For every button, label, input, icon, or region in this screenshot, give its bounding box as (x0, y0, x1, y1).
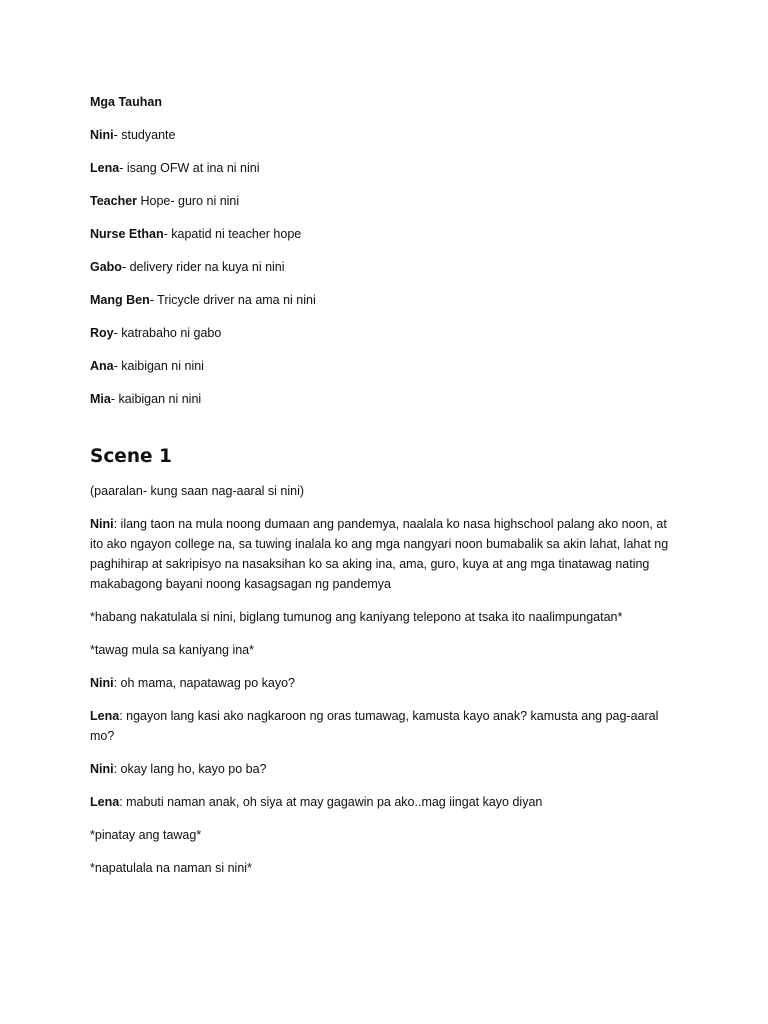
dialogue-line (90, 706, 680, 746)
character-desc: - isang OFW at ina ni nini (119, 161, 260, 175)
dialogue-line (90, 673, 680, 693)
dialogue-text: : ngayon lang kasi ako nagkaroon ng oras tumawag, kamusta kayo anak? kamusta ang pag-aaral mo? (90, 709, 659, 743)
character-desc: - studyante (113, 128, 176, 142)
character-desc: - kaibigan ni nini (110, 392, 202, 406)
character-name: Mang Ben (90, 293, 150, 307)
dialogue-text: *tawag mula sa kaniyang ina* (90, 643, 254, 657)
speaker-name: Lena (90, 795, 120, 809)
speaker-name: Nini (90, 676, 114, 690)
character-name: Lena (90, 161, 120, 175)
character-desc: Hope- guro ni nini (137, 194, 240, 208)
character-entry (90, 323, 680, 343)
characters-heading: Mga Tauhan (90, 95, 162, 109)
speaker-name: Lena (90, 709, 120, 723)
dialogue-text: : mabuti naman anak, oh siya at may gagawin pa ako..mag iingat kayo diyan (119, 795, 543, 809)
character-entry (90, 158, 680, 178)
stage-direction (90, 640, 680, 660)
dialogue-line (90, 759, 680, 779)
dialogue-text: : okay lang ho, kayo po ba? (113, 762, 267, 776)
stage-direction (90, 858, 680, 878)
scene-title: Scene 1 (90, 446, 172, 467)
document-page (90, 92, 680, 891)
character-entry (90, 389, 680, 409)
character-name: Ana (90, 359, 114, 373)
dialogue-text: *pinatay ang tawag* (90, 828, 202, 842)
character-name: Roy (90, 326, 114, 340)
character-entry (90, 356, 680, 376)
character-name: Mia (90, 392, 111, 406)
dialogue-line (90, 514, 680, 594)
speaker-name: Nini (90, 517, 114, 531)
character-desc: - katrabaho ni gabo (113, 326, 222, 340)
character-entry (90, 224, 680, 244)
character-name: Gabo (90, 260, 122, 274)
character-desc: - delivery rider na kuya ni nini (121, 260, 285, 274)
character-entry (90, 257, 680, 277)
dialogue-text: : ilang taon na mula noong dumaan ang pandemya, naalala ko nasa highschool palang ako noon, at ito ako ngayon college na, sa tuwing inalala ko ang mga nangyari noon bumabalik sa akin lahat, lahat ng paghihirap at sakripisyo na nasaksihan ko sa aking ina, ama, guro, kuya at ang mga tinatawag nating makabagong bayani noong kasagsagan ng pandemya (90, 517, 669, 591)
dialogue-text: *habang nakatulala si nini, biglang tumunog ang kaniyang telepono at tsaka ito naalimpungatan* (90, 610, 623, 624)
character-entry (90, 125, 680, 145)
speaker-name: Nini (90, 762, 114, 776)
scene-setting: (paaralan- kung saan nag-aaral si nini) (90, 484, 305, 498)
character-desc: - kaibigan ni nini (113, 359, 204, 373)
dialogue-text: : oh mama, napatawag po kayo? (113, 676, 295, 690)
dialogue-line (90, 792, 680, 812)
character-name: Nini (90, 128, 114, 142)
stage-direction (90, 607, 680, 627)
character-name: Nurse Ethan (90, 227, 164, 241)
stage-direction (90, 825, 680, 845)
character-entry (90, 290, 680, 310)
character-desc: - kapatid ni teacher hope (163, 227, 302, 241)
character-name: Teacher (90, 194, 138, 208)
character-desc: - Tricycle driver na ama ni nini (149, 293, 316, 307)
character-entry (90, 191, 680, 211)
dialogue-text: *napatulala na naman si nini* (90, 861, 252, 875)
